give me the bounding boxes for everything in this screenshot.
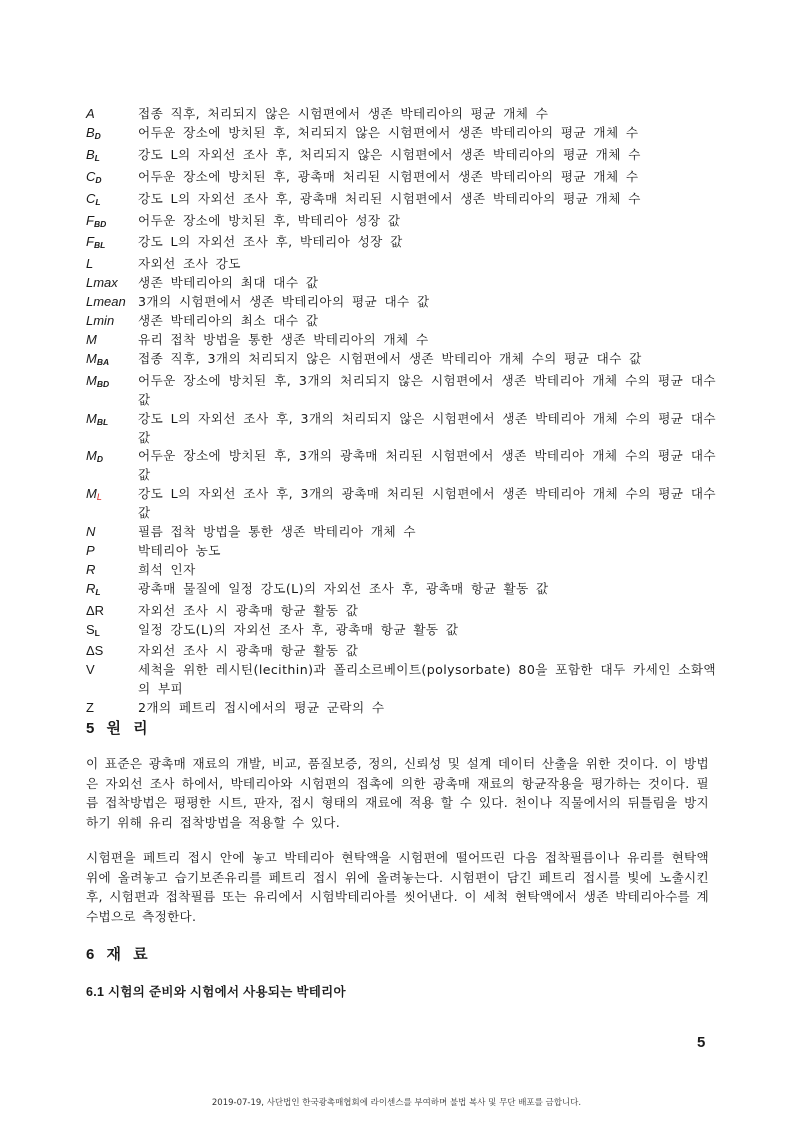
- symbol-subscript: BD: [93, 218, 107, 229]
- symbol-base: R: [86, 580, 96, 596]
- symbol-row: [86, 661, 716, 699]
- symbol-definition: 광촉매 물질에 일정 강도(L)의 자외선 조사 후, 광촉매 항균 활동 값: [138, 580, 549, 596]
- symbol-subscript: D: [94, 130, 101, 141]
- symbol-base: F: [86, 212, 94, 228]
- symbol-base: ΔR: [86, 602, 105, 618]
- symbol-term: [86, 212, 138, 234]
- symbol-term: [86, 561, 138, 580]
- symbol-row: [86, 621, 716, 643]
- symbol-definition: 희석 인자: [138, 561, 196, 577]
- symbol-base: ΔS: [86, 643, 104, 659]
- symbol-definition: 박테리아 농도: [138, 542, 221, 558]
- symbol-row: [86, 233, 716, 255]
- symbol-base: S: [86, 621, 95, 637]
- section-5-paragraph-1: 이 표준은 광촉매 재료의 개발, 비교, 품질보증, 정의, 신뢰성 및 설계 데이터 산출을 위한 것이다. 이 방법은 자외선 조사 하에서, 박테리아와 시험편의 접촉에 의한 광촉매 재료의 항균작용을 평가하는 것이다. 필름 접착방법은 평평한 시트, 판자, 접시 형태의 재료에 적용 할 수 있다. 천이나 직물에서의 뒤틀림을 방지하기 위해 유리 접착방법을 적용할 수 있다.: [86, 756, 709, 830]
- symbol-term: [86, 372, 138, 410]
- symbol-row: [86, 146, 716, 168]
- symbol-term: [86, 642, 138, 661]
- symbol-term: [86, 312, 138, 331]
- symbol-subscript: D: [96, 454, 103, 465]
- symbol-definition: 강도 L의 자외선 조사 후, 처리되지 않은 시험편에서 생존 박테리아의 평균 개체 수: [138, 146, 641, 162]
- symbol-subscript: L: [96, 492, 102, 503]
- symbol-row: [86, 642, 716, 661]
- symbol-base: B: [86, 124, 95, 140]
- symbol-base: L: [86, 256, 94, 272]
- symbol-base: C: [86, 190, 96, 206]
- symbol-definition: 강도 L의 자외선 조사 후, 광촉매 처리된 시험편에서 생존 박테리아의 평균 개체 수: [138, 190, 641, 206]
- symbol-definition: 어두운 장소에 방치된 후, 처리되지 않은 시험편에서 생존 박테리아의 평균 개체 수: [138, 124, 639, 140]
- section-6-heading: 6 재 료: [86, 946, 152, 963]
- symbol-list: [86, 105, 716, 718]
- symbol-subscript: L: [94, 152, 100, 163]
- symbol-row: [86, 699, 716, 718]
- symbol-term: [86, 255, 138, 274]
- symbol-base: M: [86, 331, 97, 347]
- symbol-base: M: [86, 372, 97, 388]
- symbol-base: M: [86, 486, 97, 502]
- symbol-term: [86, 542, 138, 561]
- symbol-base: Lmax: [86, 275, 118, 291]
- symbol-term: [86, 146, 138, 168]
- symbol-base: R: [86, 561, 96, 577]
- symbol-row: [86, 293, 716, 312]
- symbol-definition: 강도 L의 자외선 조사 후, 박테리아 성장 값: [138, 234, 403, 250]
- symbol-definition: 2개의 페트리 접시에서의 평균 군락의 수: [138, 700, 385, 716]
- symbol-row: [86, 580, 716, 602]
- symbol-definition: 필름 접착 방법을 통한 생존 박테리아 개체 수: [138, 524, 417, 540]
- symbol-base: Lmin: [86, 313, 115, 329]
- symbol-row: [86, 124, 716, 146]
- section-6-1-heading: 6.1 시험의 준비와 시험에서 사용되는 박테리아: [86, 985, 346, 999]
- symbol-subscript: L: [95, 586, 101, 597]
- symbol-base: Lmean: [86, 294, 126, 310]
- symbol-definition: 자외선 조사 시 광촉매 항균 활동 값: [138, 602, 359, 618]
- symbol-term: [86, 105, 138, 124]
- symbol-subscript: BD: [96, 378, 110, 389]
- symbol-base: P: [86, 542, 95, 558]
- symbol-definition: 생존 박테리아의 최대 대수 값: [138, 275, 319, 291]
- symbol-base: N: [86, 524, 96, 540]
- symbol-term: [86, 124, 138, 146]
- symbol-row: [86, 602, 716, 621]
- symbol-base: F: [86, 234, 94, 250]
- symbol-row: [86, 561, 716, 580]
- symbol-row: [86, 105, 716, 124]
- symbol-row: [86, 350, 716, 372]
- symbol-term: [86, 523, 138, 542]
- symbol-definition: 어두운 장소에 방치된 후, 광촉매 처리된 시험편에서 생존 박테리아의 평균 개체 수: [138, 168, 639, 184]
- symbol-term: [86, 168, 138, 190]
- symbol-row: [86, 485, 716, 523]
- license-footer: 2019-07-19, 사단법인 한국광촉매협회에 라이센스를 부여하며 불법 복사 및 무단 배포를 금합니다.: [211, 1098, 582, 1108]
- symbol-term: [86, 274, 138, 293]
- symbol-term: [86, 331, 138, 350]
- symbol-row: [86, 312, 716, 331]
- symbol-definition: 세척을 위한 레시틴(lecithin)과 폴리소르베이트(polysorbate) 80을 포함한 대두 카세인 소화액의 부피: [138, 662, 716, 697]
- symbol-subscript: BL: [93, 240, 106, 251]
- symbol-base: Z: [86, 700, 94, 716]
- symbol-row: [86, 255, 716, 274]
- page-number: 5: [697, 1034, 706, 1051]
- symbol-definition: 생존 박테리아의 최소 대수 값: [138, 313, 319, 329]
- symbol-term: [86, 410, 138, 448]
- symbol-definition: 강도 L의 자외선 조사 후, 3개의 광촉매 처리된 시험편에서 생존 박테리아 개체 수의 평균 대수 값: [138, 486, 716, 521]
- symbol-row: [86, 447, 716, 485]
- symbol-base: V: [86, 662, 95, 678]
- symbol-row: [86, 212, 716, 234]
- symbol-definition: 접종 직후, 3개의 처리되지 않은 시험편에서 생존 박테리아 개체 수의 평균 대수 값: [138, 350, 642, 366]
- symbol-term: [86, 699, 138, 718]
- symbol-subscript: BA: [96, 356, 110, 367]
- symbol-term: [86, 661, 138, 699]
- symbol-definition: 어두운 장소에 방치된 후, 3개의 광촉매 처리된 시험편에서 생존 박테리아 개체 수의 평균 대수 값: [138, 448, 716, 483]
- symbol-term: [86, 293, 138, 312]
- symbol-subscript: D: [95, 174, 102, 185]
- symbol-base: M: [86, 350, 97, 366]
- symbol-definition: 유리 접착 방법을 통한 생존 박테리아의 개체 수: [138, 331, 429, 347]
- symbol-term: [86, 602, 138, 621]
- symbol-base: M: [86, 448, 97, 464]
- symbol-base: M: [86, 410, 97, 426]
- symbol-term: [86, 350, 138, 372]
- symbol-term: [86, 447, 138, 485]
- symbol-row: [86, 190, 716, 212]
- symbol-definition: 일정 강도(L)의 자외선 조사 후, 광촉매 항균 활동 값: [138, 621, 459, 637]
- symbol-subscript: BL: [96, 416, 109, 427]
- section-5-paragraph-2: 시험편을 페트리 접시 안에 놓고 박테리아 현탁액을 시험편에 떨어뜨린 다음 접착필름이나 유리를 현탁액 위에 올려놓고 습기보존유리를 페트리 접시 위에 올려놓는다. 시험편이 담긴 페트리 접시를 빛에 노출시킨 후, 시험편과 접착필름 또는 유리에서 시험박테리아를 씻어낸다. 이 세척 현탁액에서 생존 박테리아수를 계수법으로 측정한다.: [86, 850, 709, 924]
- section-5-heading: 5 원 리: [86, 720, 152, 737]
- symbol-subscript: L: [94, 627, 100, 638]
- symbol-term: [86, 233, 138, 255]
- symbol-row: [86, 523, 716, 542]
- symbol-term: [86, 485, 138, 523]
- symbol-term: [86, 190, 138, 212]
- symbol-definition: 접종 직후, 처리되지 않은 시험편에서 생존 박테리아의 평균 개체 수: [138, 106, 549, 121]
- symbol-row: [86, 542, 716, 561]
- symbol-row: [86, 274, 716, 293]
- symbol-base: C: [86, 168, 96, 184]
- symbol-definition: 자외선 조사 시 광촉매 항균 활동 값: [138, 643, 359, 659]
- symbol-definition: 어두운 장소에 방치된 후, 3개의 처리되지 않은 시험편에서 생존 박테리아 개체 수의 평균 대수 값: [138, 372, 716, 407]
- symbol-base: A: [86, 106, 95, 121]
- symbol-row: [86, 331, 716, 350]
- symbol-base: B: [86, 146, 95, 162]
- symbol-term: [86, 621, 138, 643]
- symbol-definition: 3개의 시험편에서 생존 박테리아의 평균 대수 값: [138, 294, 430, 310]
- symbol-definition: 자외선 조사 강도: [138, 256, 241, 272]
- symbol-term: [86, 580, 138, 602]
- symbol-row: [86, 168, 716, 190]
- symbol-subscript: L: [95, 196, 101, 207]
- symbol-row: [86, 410, 716, 448]
- symbol-row: [86, 372, 716, 410]
- symbol-definition: 강도 L의 자외선 조사 후, 3개의 처리되지 않은 시험편에서 생존 박테리아 개체 수의 평균 대수 값: [138, 410, 716, 445]
- symbol-definition: 어두운 장소에 방치된 후, 박테리아 성장 값: [138, 212, 401, 228]
